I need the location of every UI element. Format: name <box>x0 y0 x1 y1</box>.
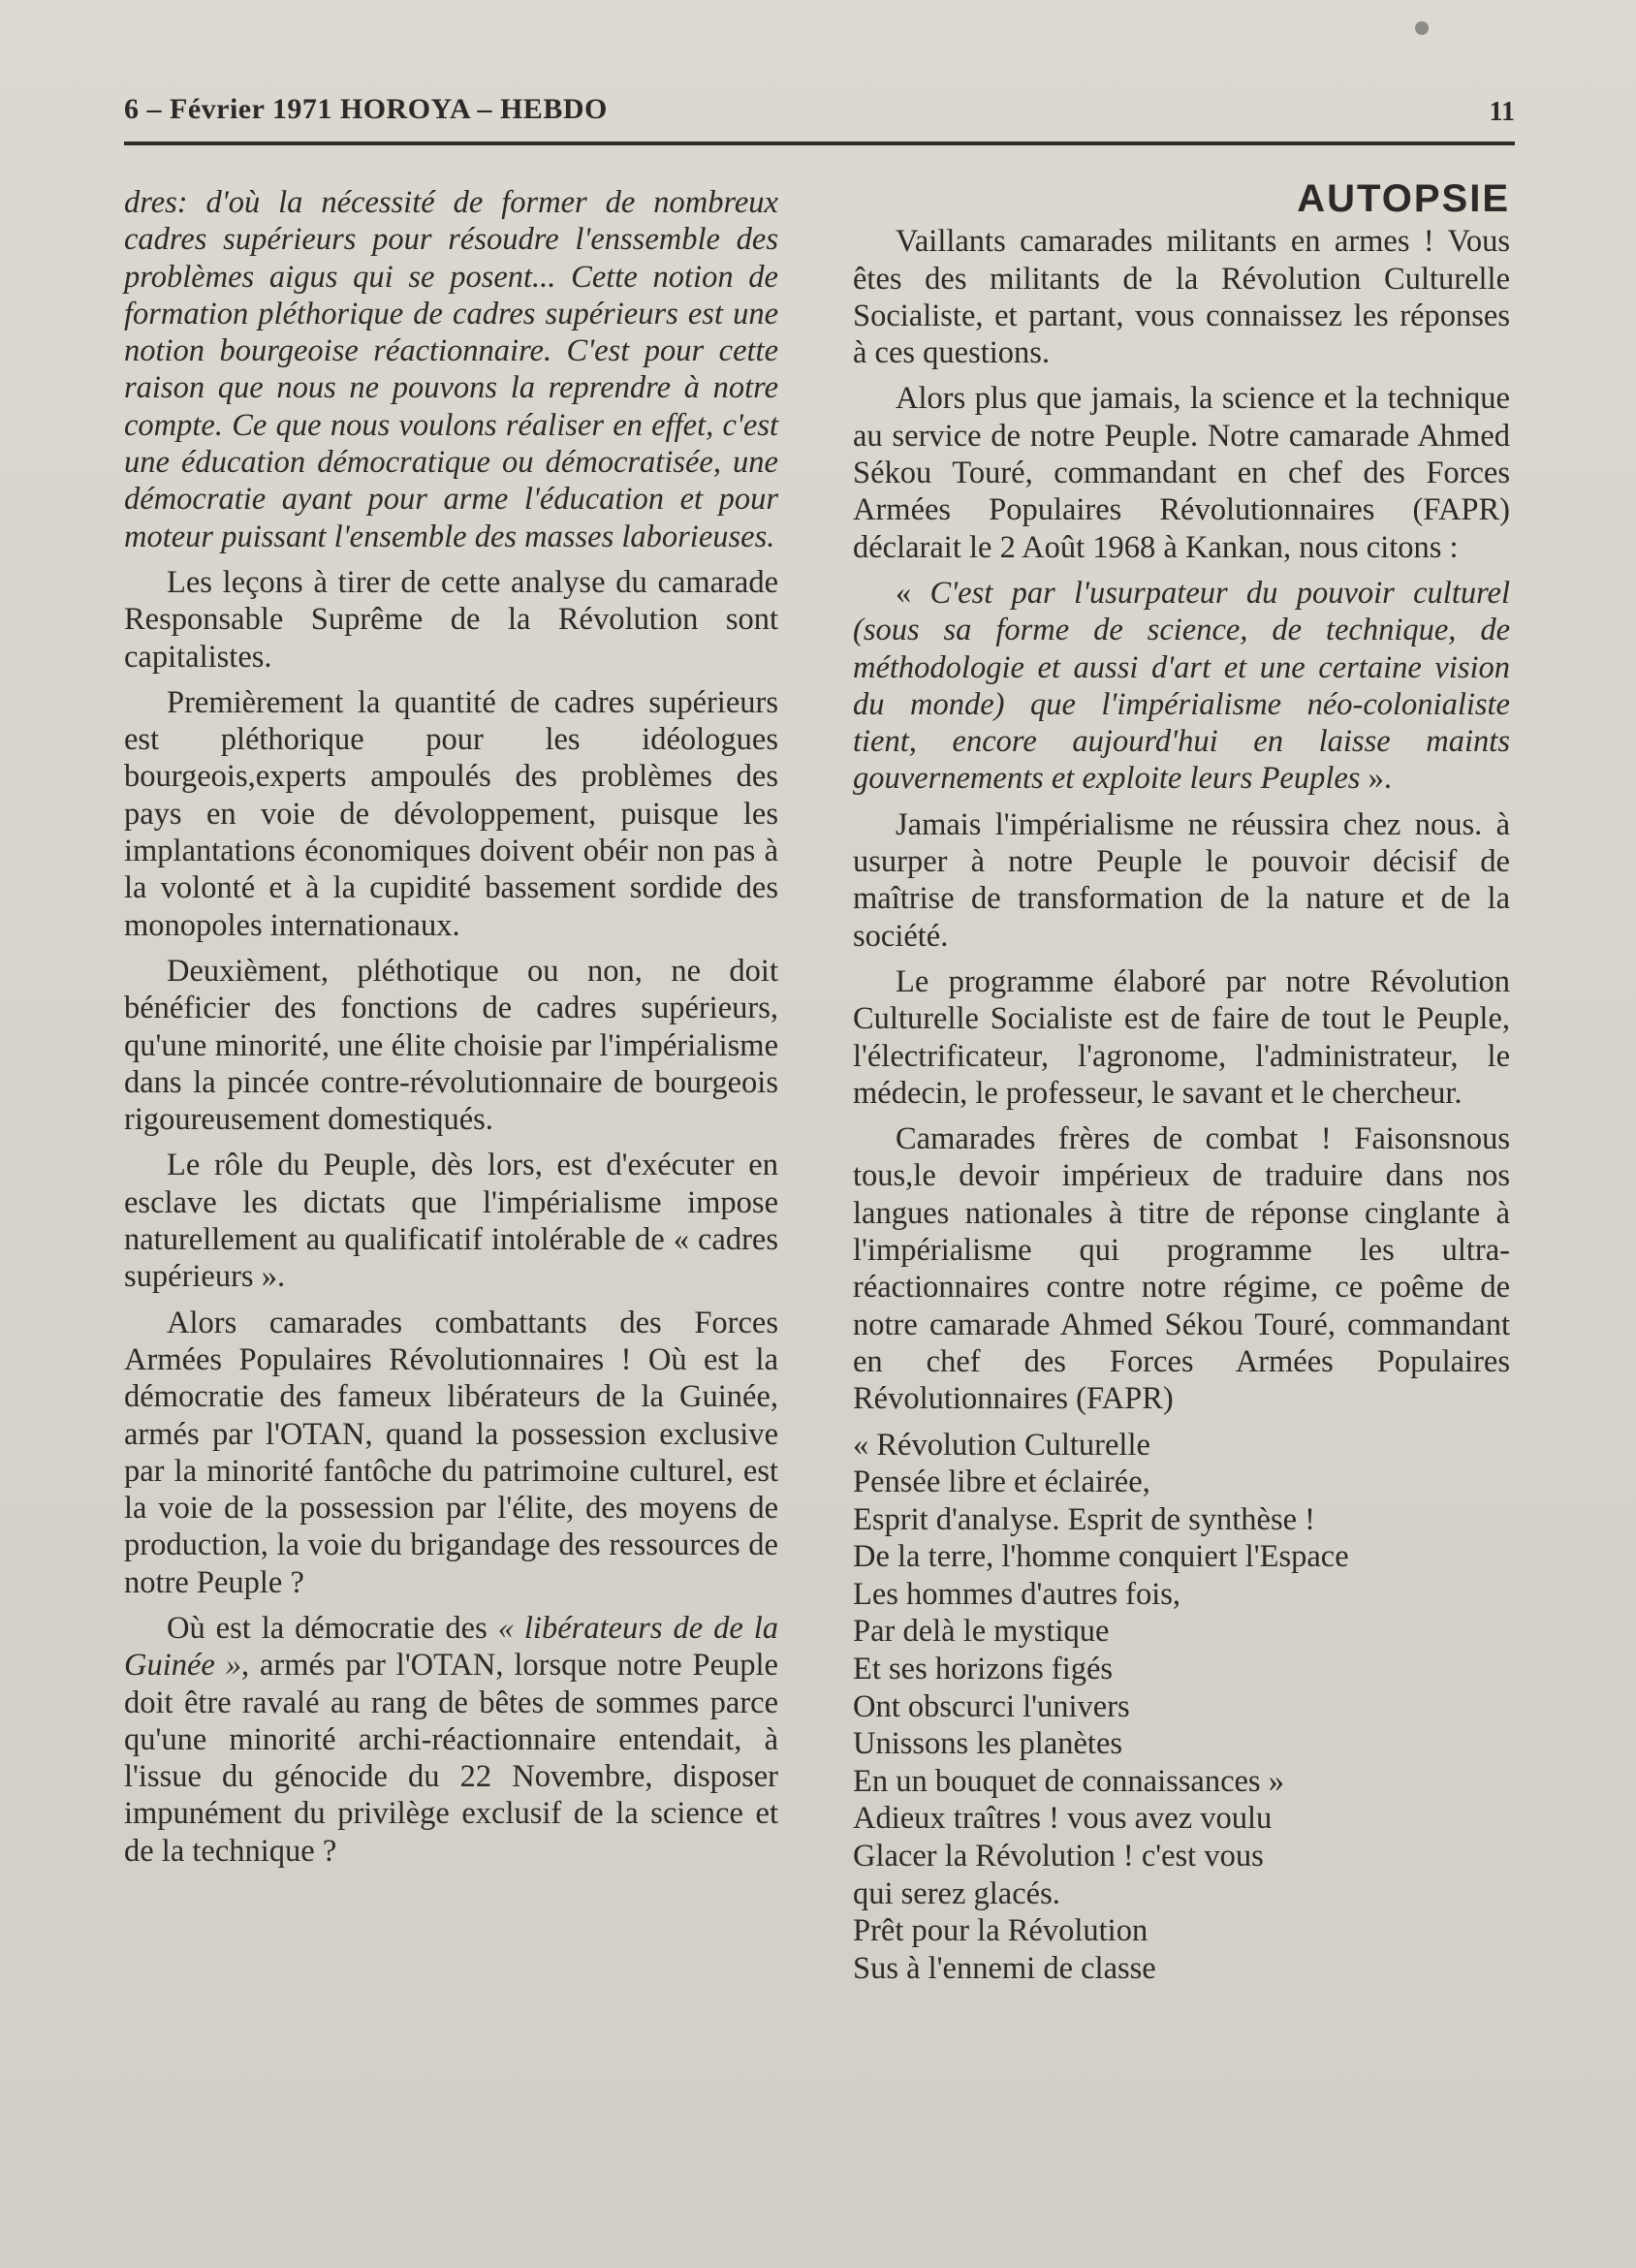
poem-line: Les hommes d'autres fois, <box>853 1576 1181 1612</box>
poem-line: Prêt pour la Révolution <box>853 1913 1148 1949</box>
page-header <box>124 89 1515 145</box>
paragraph: Alors camarades combattants des Forces Armées Populaires Révolutionnaires ! Où est la démocratie des fameux libérateurs de la Guinée, armés par l'OTAN, quand la possession exclusive par la minorité fantôche du patrimoine culturel, est la voie de la possession par l'élite, des moyens de production, la voie du brigandage des ressources de notre Peuple ? <box>124 1305 778 1600</box>
poem-line: Ont obscurci l'univers <box>853 1688 1130 1724</box>
poem-line: En un bouquet de connaissances » <box>853 1763 1284 1799</box>
poem-line: Par delà le mystique <box>853 1614 1110 1650</box>
quote-mark: « <box>896 575 930 611</box>
paragraph: Vaillants camarades militants en armes ! Vous êtes des militants de la Révolution Culturelle Socialiste, et partant, vous connaissez les réponses à ces questions. <box>853 224 1510 371</box>
paragraph-quote-ending: dres: d'où la nécessité de former de nombreux cadres supérieurs pour résoudre l'enssemble des problèmes aigus qui se posent... Cette notion de formation pléthorique de cadres supérieurs est une notion bourgeoise réactionnaire. C'est pour cette raison que nous ne pouvons la reprendre à notre compte. Ce que nous voulons réaliser en effet, c'est une éducation démocratique ou démocratisée, une démocratie ayant pour arme l'éducation et pour moteur puissant l'ensemble des masses laborieuses. <box>124 185 778 554</box>
left-column <box>124 184 778 1878</box>
page-number: 11 <box>1489 97 1515 127</box>
poem-line: Esprit d'analyse. Esprit de synthèse ! <box>853 1501 1315 1537</box>
poem-line: qui serez glacés. <box>853 1875 1060 1911</box>
paragraph: Les leçons à tirer de cette analyse du camarade Responsable Suprême de la Révolution sont capitalistes. <box>124 564 778 675</box>
quote-mark: ». <box>1360 761 1392 797</box>
paragraph: Premièrement la quantité de cadres supérieurs est pléthorique pour les idéologues bourgeois,experts ampoulés des problèmes des pays en voie de dévoloppement, puisque les implantations économiques doivent obéir non pas à la volonté et à la cupidité bassement sordide des monopoles internationaux. <box>124 684 778 943</box>
paragraph-text: Où est la démocratie des <box>167 1610 498 1646</box>
poem-line: Unissons les planètes <box>853 1726 1123 1762</box>
paragraph: Deuxièment, pléthotique ou non, ne doit bénéficier des fonctions de cadres supérieurs, qu'une minorité, une élite choisie par l'impérialisme dans la pincée contre-révolutionnaire de bourgeois rigoureusement domestiqués. <box>124 953 778 1138</box>
poem <box>853 1427 1510 1988</box>
poem-line: Glacer la Révolution ! c'est vous <box>853 1839 1264 1874</box>
section-title: AUTOPSIE <box>1297 177 1510 220</box>
quote-text: C'est par l'usurpateur du pouvoir culturel (sous sa forme de science, de technique, de méthodologie et aussi d'art et une certaine vision du monde) que l'impérialisme néo-colonialiste tient, encore aujourd'hui en laisse maints gouvernements et exploite leurs Peuples <box>853 575 1510 797</box>
paragraph: Camarades frères de combat ! Faisonsnous tous,le devoir impérieux de traduire dans nos langues nationales à titre de réponse cinglante à l'impérialisme qui programme les ultra-réactionnaires contre notre régime, ce poême de notre camarade Ahmed Sékou Touré, commandant en chef des Forces Armées Populaires Révolutionnaires (FAPR) <box>853 1121 1510 1417</box>
paragraph-text: , armés par l'OTAN, lorsque notre Peuple doit être ravalé au rang de bêtes de sommes parce qu'une minorité archi-réactionnaire entendait, à l'issue du génocide du 22 Novembre, disposer impunément du privilège exclusif de la science et de la technique ? <box>124 1648 778 1869</box>
paper-spot <box>1415 21 1429 35</box>
poem-line: Sus à l'ennemi de classe <box>853 1950 1156 1986</box>
right-column <box>853 177 1510 1987</box>
quote-paragraph <box>853 575 1510 798</box>
paragraph: Jamais l'impérialisme ne réussira chez nous. à usurper à notre Peuple le pouvoir décisif de maîtrise de transformation de la nature et de la société. <box>853 806 1510 954</box>
poem-line: « Révolution Culturelle <box>853 1427 1150 1463</box>
poem-line: Adieux traîtres ! vous avez voulu <box>853 1801 1273 1837</box>
paragraph <box>124 1610 778 1870</box>
paragraph: Le programme élaboré par notre Révolution Culturelle Socialiste est de faire de tout le Peuple, l'électrificateur, l'agronome, l'administrateur, le médecin, le professeur, le savant et le chercheur. <box>853 963 1510 1111</box>
paragraph: Alors plus que jamais, la science et la technique au service de notre Peuple. Notre camarade Ahmed Sékou Touré, commandant en chef des Forces Armées Populaires Révolutionnaires (FAPR) déclarait le 2 Août 1968 à Kankan, nous citons : <box>853 381 1510 565</box>
paragraph: Le rôle du Peuple, dès lors, est d'exécuter en esclave les dictats que l'impérialisme impose naturellement au qualificatif intolérable de « cadres supérieurs ». <box>124 1148 778 1295</box>
poem-line: Et ses horizons figés <box>853 1652 1114 1687</box>
poem-line: Pensée libre et éclairée, <box>853 1465 1150 1500</box>
paragraph-quote: « libérateurs de de la Guinée » <box>124 1610 778 1684</box>
header-issue-line: 6 – Février 1971 HOROYA – HEBDO <box>124 93 608 125</box>
poem-line: De la terre, l'homme conquiert l'Espace <box>853 1539 1349 1575</box>
